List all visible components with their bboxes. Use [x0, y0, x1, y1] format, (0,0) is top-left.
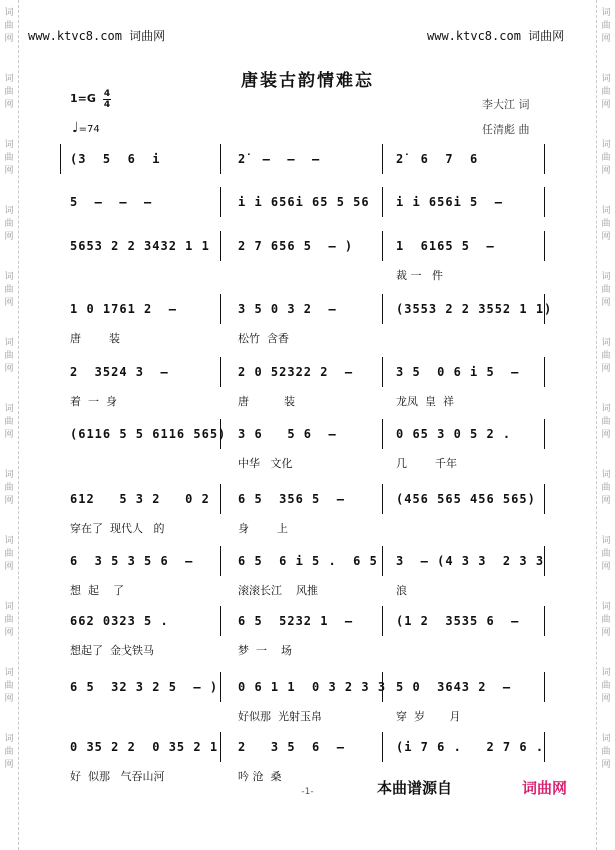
source-brand-link[interactable]: 词曲网 — [522, 779, 568, 797]
measure-notation: 6 3 5 3 5 6 – — [70, 554, 194, 568]
measure-notation: 662 0323 5 . — [70, 614, 169, 628]
measure-notation: 3 – (4 3 3 2 3 3 — [396, 554, 545, 568]
measure-notation: 3 5 0 6 i 5 – — [396, 365, 520, 379]
header-right-brand: 词曲网 — [528, 29, 565, 43]
lyric-text: 唐 装 — [70, 332, 120, 345]
watermark-char: 网 — [601, 34, 611, 44]
barline — [382, 357, 383, 387]
barline — [382, 606, 383, 636]
measure-notation: 2 3524 3 – — [70, 365, 169, 379]
watermark-char: 曲 — [601, 285, 611, 295]
barline — [544, 732, 545, 762]
barline — [220, 187, 221, 217]
barline — [220, 546, 221, 576]
barline — [220, 606, 221, 636]
measure-notation: i i 656i 5 – — [396, 195, 503, 209]
watermark-char: 词 — [4, 602, 14, 612]
watermark-char: 网 — [4, 562, 14, 572]
lyric-row — [60, 582, 550, 598]
watermark-char: 网 — [4, 496, 14, 506]
measure-notation: (6116 5 5 6116 565) — [70, 427, 227, 441]
lyricist-credit: 李大江 词 — [482, 98, 530, 111]
staff-row — [60, 490, 550, 514]
barline — [544, 546, 545, 576]
barline — [544, 672, 545, 702]
watermark-char: 曲 — [601, 615, 611, 625]
measure-notation: (3 5 6 i — [70, 152, 161, 166]
measure-notation: 2̇ – – – — [238, 152, 321, 166]
meter-bottom: 4 — [103, 100, 111, 110]
header-right-url-text: www.ktvc8.com — [427, 29, 521, 43]
barline — [544, 187, 545, 217]
lyric-text: 裁 一 件 — [396, 269, 443, 282]
lyric-row — [60, 393, 550, 409]
watermark-char: 曲 — [601, 417, 611, 427]
watermark-char: 词 — [601, 602, 611, 612]
measure-notation: 2 7 656 5 – ) — [238, 239, 354, 253]
lyric-text: 浪 — [396, 584, 407, 597]
meter-top: 4 — [103, 89, 111, 99]
lyric-text: 中华 文化 — [238, 457, 293, 470]
watermark-char: 曲 — [601, 21, 611, 31]
lyric-row — [60, 642, 550, 658]
watermark-char: 曲 — [4, 219, 14, 229]
staff-row — [60, 363, 550, 387]
watermark-char: 词 — [4, 74, 14, 84]
barline — [544, 484, 545, 514]
watermark-char: 网 — [4, 232, 14, 242]
lyric-row — [60, 455, 550, 471]
lyric-row — [60, 267, 550, 283]
key-signature: 1=G — [70, 92, 96, 105]
composer-credit: 任清彪 曲 — [482, 123, 530, 136]
staff-row — [60, 678, 550, 702]
measure-notation: 5653 2 2 3432 1 1 — [70, 239, 210, 253]
watermark-char: 词 — [601, 272, 611, 282]
barline — [544, 144, 545, 174]
watermark-char: 网 — [4, 100, 14, 110]
measure-notation: 6 5 6 i 5 . 6 5 — [238, 554, 378, 568]
barline — [382, 732, 383, 762]
watermark-char: 曲 — [4, 549, 14, 559]
barline — [382, 546, 383, 576]
staff-row — [60, 237, 550, 261]
watermark-char: 网 — [601, 760, 611, 770]
lyric-text: 滚滚长江 风推 — [238, 584, 318, 597]
watermark-char: 网 — [4, 430, 14, 440]
measure-notation: 6 5 5232 1 – — [238, 614, 354, 628]
time-signature — [103, 89, 111, 110]
measure-notation: 3 6 5 6 – — [238, 427, 337, 441]
source-label: 本曲谱源自 — [377, 779, 453, 797]
barline — [220, 294, 221, 324]
staff-row — [60, 425, 550, 449]
staff-row — [60, 552, 550, 576]
tempo-value: =74 — [78, 124, 100, 135]
barline — [544, 231, 545, 261]
staff-row — [60, 193, 550, 217]
barline — [220, 484, 221, 514]
watermark-char: 网 — [601, 628, 611, 638]
watermark-char: 词 — [601, 404, 611, 414]
watermark-char: 词 — [4, 470, 14, 480]
barline — [220, 732, 221, 762]
barline — [220, 357, 221, 387]
watermark-char: 词 — [4, 272, 14, 282]
lyric-row — [60, 708, 550, 724]
staff-row — [60, 738, 550, 762]
measure-notation: 2̇ 6 7 6 — [396, 152, 479, 166]
watermark-char: 网 — [601, 496, 611, 506]
barline — [60, 144, 61, 174]
watermark-char: 词 — [601, 470, 611, 480]
watermark-char: 网 — [4, 34, 14, 44]
watermark-char: 曲 — [601, 747, 611, 757]
lyric-text: 梦 一 场 — [238, 644, 292, 657]
watermark-char: 曲 — [601, 153, 611, 163]
measure-notation: (3553 2 2 3552 1 1) — [396, 302, 553, 316]
watermark-char: 曲 — [4, 483, 14, 493]
watermark-char: 词 — [601, 74, 611, 84]
watermark-char: 网 — [4, 694, 14, 704]
watermark-char: 网 — [4, 760, 14, 770]
measure-notation: 5 – – – — [70, 195, 153, 209]
watermark-char: 曲 — [4, 351, 14, 361]
measure-notation: i i 656i 65 5 56 — [238, 195, 370, 209]
watermark-char: 词 — [4, 338, 14, 348]
barline — [220, 144, 221, 174]
measure-notation: 5 0 3643 2 – — [396, 680, 512, 694]
measure-notation: (1 2 3535 6 – — [396, 614, 520, 628]
page-number: -1- — [301, 787, 314, 797]
lyric-text: 穿在了 现代人 的 — [70, 522, 165, 535]
measure-notation: 0 6 1 1 0 3 2 3 3 — [238, 680, 387, 694]
watermark-char: 词 — [4, 734, 14, 744]
barline — [544, 606, 545, 636]
watermark-char: 词 — [601, 734, 611, 744]
watermark-char: 词 — [4, 668, 14, 678]
tempo-marking — [72, 120, 100, 136]
watermark-char: 词 — [4, 536, 14, 546]
watermark-char: 词 — [4, 8, 14, 18]
barline — [382, 144, 383, 174]
watermark-char: 词 — [601, 8, 611, 18]
measure-notation: (i 7 6 . 2 7 6 . — [396, 740, 545, 754]
watermark-char: 网 — [601, 166, 611, 176]
measure-notation: 2 0 52322 2 – — [238, 365, 354, 379]
lyric-text: 好似那 光射玉帛 — [238, 710, 322, 723]
watermark-char: 曲 — [4, 153, 14, 163]
watermark-char: 曲 — [4, 417, 14, 427]
watermark-char: 词 — [601, 668, 611, 678]
header-left-url[interactable] — [28, 27, 165, 44]
barline — [220, 672, 221, 702]
right-watermark-strip — [596, 0, 615, 850]
measure-notation: 612 5 3 2 0 2 — [70, 492, 210, 506]
barline — [544, 419, 545, 449]
barline — [544, 357, 545, 387]
watermark-char: 网 — [4, 364, 14, 374]
left-watermark-strip — [0, 0, 19, 850]
watermark-char: 曲 — [601, 549, 611, 559]
quarter-note-icon: ♩ — [72, 120, 79, 136]
measure-notation: 6 5 356 5 – — [238, 492, 345, 506]
lyric-text: 想 起 了 — [70, 584, 124, 597]
watermark-char: 网 — [601, 430, 611, 440]
lyric-text: 想起了 金戈铁马 — [70, 644, 154, 657]
watermark-char: 曲 — [601, 681, 611, 691]
header-left-brand: 词曲网 — [129, 29, 166, 43]
watermark-char: 曲 — [4, 681, 14, 691]
lyric-text: 松竹 含香 — [238, 332, 289, 345]
barline — [382, 294, 383, 324]
watermark-char: 曲 — [4, 615, 14, 625]
watermark-char: 曲 — [4, 747, 14, 757]
watermark-char: 网 — [601, 100, 611, 110]
watermark-char: 网 — [601, 298, 611, 308]
watermark-char: 词 — [601, 338, 611, 348]
watermark-char: 曲 — [4, 285, 14, 295]
watermark-char: 词 — [4, 206, 14, 216]
staff-row — [60, 150, 550, 174]
watermark-char: 词 — [601, 536, 611, 546]
watermark-char: 网 — [601, 562, 611, 572]
barline — [382, 187, 383, 217]
watermark-char: 曲 — [601, 87, 611, 97]
song-title: 唐装古韵情难忘 — [241, 71, 374, 91]
watermark-char: 曲 — [4, 87, 14, 97]
measure-notation: 1 6165 5 – — [396, 239, 495, 253]
watermark-char: 网 — [4, 628, 14, 638]
watermark-char: 曲 — [601, 483, 611, 493]
watermark-char: 词 — [4, 404, 14, 414]
watermark-char: 网 — [601, 364, 611, 374]
lyric-text: 好 似那 气吞山河 — [70, 770, 165, 783]
measure-notation: 3 5 0 3 2 – — [238, 302, 337, 316]
watermark-char: 网 — [601, 694, 611, 704]
lyric-text: 龙凤 皇 祥 — [396, 395, 454, 408]
measure-notation: 0 35 2 2 0 35 2 1 — [70, 740, 219, 754]
measure-notation: 2 3 5 6 – — [238, 740, 345, 754]
lyric-row — [60, 768, 550, 784]
watermark-char: 词 — [601, 206, 611, 216]
measure-notation: 6 5 32 3 2 5 – ) — [70, 680, 219, 694]
watermark-char: 网 — [601, 232, 611, 242]
measure-notation: (456 565 456 565) — [396, 492, 536, 506]
lyric-text: 吟 沧 桑 — [238, 770, 282, 783]
header-right-url[interactable] — [427, 27, 564, 44]
barline — [382, 231, 383, 261]
lyric-text: 着 一 身 — [70, 395, 117, 408]
staff-row — [60, 612, 550, 636]
measure-notation: 1 0 1761 2 – — [70, 302, 177, 316]
header-left-url-text: www.ktvc8.com — [28, 29, 122, 43]
watermark-char: 曲 — [601, 351, 611, 361]
watermark-char: 网 — [4, 298, 14, 308]
watermark-char: 网 — [4, 166, 14, 176]
watermark-char: 词 — [601, 140, 611, 150]
watermark-char: 曲 — [601, 219, 611, 229]
lyric-text: 几 千年 — [396, 457, 457, 470]
lyric-text: 唐 装 — [238, 395, 295, 408]
lyric-text: 穿 岁 月 — [396, 710, 461, 723]
watermark-char: 曲 — [4, 21, 14, 31]
watermark-char: 词 — [4, 140, 14, 150]
lyric-row — [60, 330, 550, 346]
lyric-text: 身 上 — [238, 522, 288, 535]
measure-notation: 0 65 3 0 5 2 . — [396, 427, 512, 441]
barline — [382, 419, 383, 449]
barline — [220, 231, 221, 261]
staff-row — [60, 300, 553, 324]
barline — [382, 484, 383, 514]
lyric-row — [60, 520, 550, 536]
